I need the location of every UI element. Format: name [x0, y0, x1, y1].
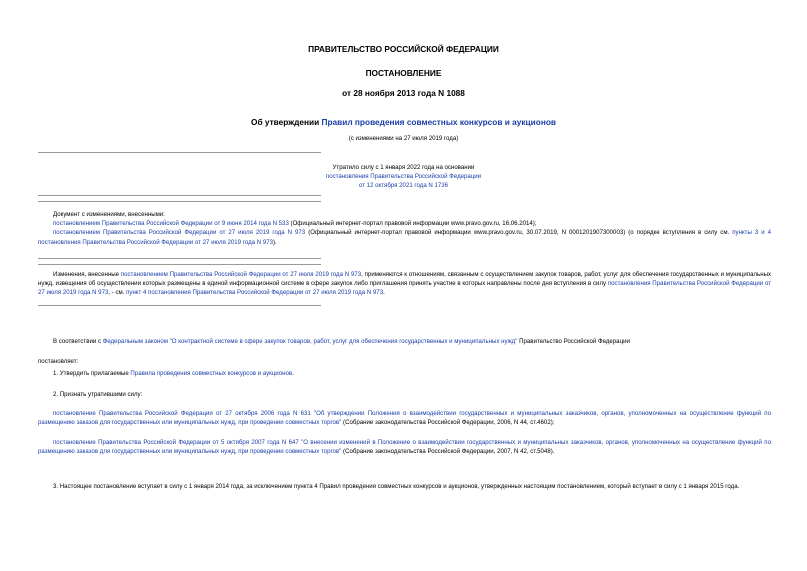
divider: [38, 195, 321, 196]
clause-2a: [38, 409, 771, 427]
changes-block: [38, 210, 771, 247]
divider: [38, 258, 321, 259]
change-link[interactable]: постановлением Правительства Российской Федерации от 27 июля 2019 года N 973: [53, 229, 306, 237]
divider: [38, 201, 321, 202]
repealed-resolution-631-link[interactable]: постановление Правительства Российской Федерации от 27 октября 2006 года N 631 "Об утверждении Положения о взаимодействии государственных и муниципальных заказчиков, органов, уполномоченных на осуществление функций по размещению заказов для государственных или муниципальных нужд, при проведении совместных торгов": [38, 410, 771, 427]
preamble-text: Правительство Российской Федерации: [517, 338, 630, 345]
note-text: , применяются к отношениям, связанным с осуществлением закупок товаров, работ, услуг для обеспечения государственных и муниципальных нужд, извещения об осуществлении которых размещены в единой информационной системе в сфере закупок либо приглашения принять участие в которых направлены после дня вступления в силу: [38, 271, 771, 288]
expired-line: Утратило силу с 1 января 2022 года на основании: [332, 164, 475, 171]
expired-note: [0, 164, 807, 190]
amendments-note: (с изменениями на 27 июля 2019 года): [348, 135, 459, 142]
change-end: ).: [272, 238, 277, 246]
note-resolution-link[interactable]: постановлением Правительства Российской Федерации от 27 июля 2019 года N 973: [120, 271, 362, 278]
clause-1: [38, 369, 771, 378]
divider: [38, 264, 321, 265]
effective-clause-link[interactable]: пункты 3 и 4 постановления Правительства Российской Федерации от 27 июля 2019 года N 973: [38, 229, 771, 246]
expired-resolution-date-link[interactable]: от 12 октября 2021 года N 1736: [358, 181, 449, 189]
expired-resolution-link[interactable]: постановления Правительства Российской Федерации: [325, 172, 482, 180]
clause-text: .: [292, 370, 294, 377]
document-date-number: от 28 ноября 2013 года N 1088: [342, 88, 465, 98]
note-text: .: [383, 289, 385, 297]
preamble: [38, 337, 771, 346]
clause-3: 3. Настоящее постановление вступает в силу с 1 января 2014 года, за исключением пункта 4 Правил проведения совместных конкурсов и аукционов, утвержденных настоящим постановлением, который вступает в силу с 1 января 2015 года.: [53, 483, 740, 490]
federal-law-link[interactable]: Федеральным законом "О контрактной системе в сфере закупок товаров, работ, услуг для обеспечения государственных и муниципальных нужд": [102, 338, 518, 345]
note-text: Изменения, внесенные: [53, 271, 121, 278]
clause-text: 1. Утвердить прилагаемые: [53, 370, 131, 377]
note-clause-link[interactable]: пункт 4 постановления Правительства Российской Федерации от 27 июля 2019 года N 973: [126, 289, 384, 297]
change-date-link[interactable]: от 9 июня 2014 года N 533: [214, 220, 289, 228]
title-rules-link[interactable]: Правил проведения совместных конкурсов и аукционов: [321, 117, 556, 127]
clause-source: (Собрание законодательства Российской Федерации, 2007, N 42, ст.5048).: [341, 448, 555, 456]
clause-source: (Собрание законодательства Российской Федерации, 2006, N 44, ст.4602);: [341, 419, 555, 427]
clause-2b: [38, 438, 771, 456]
approved-rules-link[interactable]: Правила проведения совместных конкурсов и аукционов: [130, 370, 293, 377]
repealed-resolution-647-link[interactable]: постановление Правительства Российской Федерации от 5 октября 2007 года N 647 "О внесении изменений в Положение о взаимодействии государственных и муниципальных заказчиков, органов, уполномоченных на осуществление функций по размещению заказов для государственных или муниципальных нужд, при проведении совместных торгов": [38, 439, 771, 456]
government-name: ПРАВИТЕЛЬСТВО РОССИЙСКОЙ ФЕДЕРАЦИИ: [308, 44, 499, 54]
title-prefix: Об утверждении: [250, 117, 322, 127]
changes-intro: Документ с изменениями, внесенными:: [53, 211, 165, 218]
divider: [38, 152, 321, 153]
change-source: (Официальный интернет-портал правовой информации www.pravo.gov.ru, 16.06.2014);: [288, 220, 537, 228]
decides-word: постановляет:: [38, 358, 79, 365]
application-note: [38, 270, 771, 298]
change-link[interactable]: постановлением Правительства Российской Федерации: [53, 220, 213, 228]
clause-2: 2. Признать утратившими силу:: [53, 391, 143, 398]
document-title: [0, 117, 807, 127]
note-resolution-link-2[interactable]: постановления Правительства Российской Федерации от 27 июля 2019 года N 973: [38, 280, 772, 297]
document-type: ПОСТАНОВЛЕНИЕ: [365, 68, 442, 78]
note-text: , - см.: [108, 289, 127, 297]
change-item: [38, 219, 771, 228]
preamble-text: В соответствии с: [53, 338, 103, 345]
change-item: [38, 228, 771, 246]
change-source: (Официальный интернет-портал правовой информации www.pravo.gov.ru, 30.07.2019, N 0001201907300003) (о порядке вступления в силу см.: [305, 229, 733, 237]
divider: [38, 305, 321, 306]
